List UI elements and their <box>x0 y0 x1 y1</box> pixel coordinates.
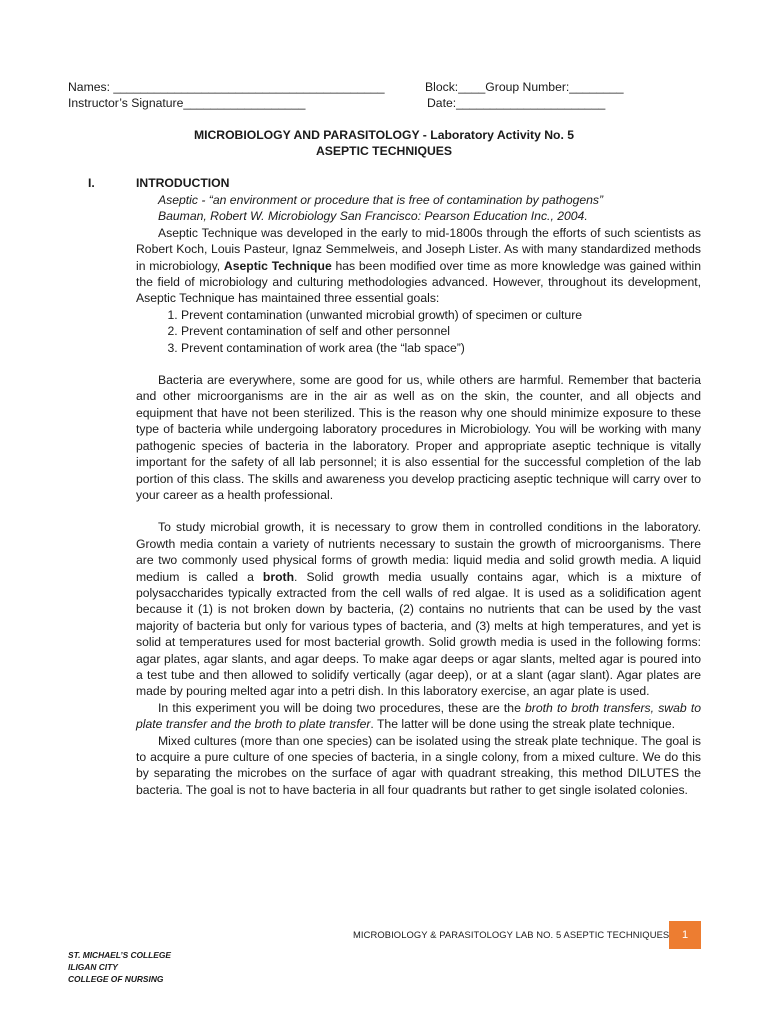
aseptic-definition: Aseptic - “an environment or procedure that is free of contamination by pathogens” <box>158 193 604 207</box>
paragraph-4: In this experiment you will be doing two procedures, these are the broth to broth transfers, swab to plate transfer and the broth to plate transfer. The latter will be done using the streak plate technique. <box>136 700 701 732</box>
activity-subtitle: ASEPTIC TECHNIQUES <box>315 144 453 158</box>
signature-line: Instructor’s Signature__________________ <box>68 96 306 110</box>
school-city: ILIGAN CITY <box>68 962 118 972</box>
paragraph-1: Aseptic Technique was developed in the early to mid-1800s through the efforts of such scientists as Robert Koch, Louis Pasteur, Ignaz Semmelweis, and Joseph Lister. As with many standardized methods in microbiology, Aseptic Technique has been modified over time as more knowledge was gained within the field of microbiology and culturing methodologies advanced. However, throughout its development, Aseptic Technique has maintained three essential goals: <box>136 225 701 306</box>
section-body <box>136 192 701 798</box>
list-item: 2. Prevent contamination of self and other personnel <box>181 323 701 339</box>
paragraph-5: Mixed cultures (more than one species) can be isolated using the streak plate technique. The goal is to acquire a pure culture of one species of bacteria, in a single colony, from a mixed culture. We do this by separating the microbes on the surface of agar with quadrant streaking, this method DILUTES the bacteria. The goal is not to have bacteria in all four quadrants but rather to get single isolated colonies. <box>136 733 701 797</box>
activity-title: MICROBIOLOGY AND PARASITOLOGY - Laboratory Activity No. 5 <box>193 128 575 142</box>
section-number: I. <box>88 176 95 190</box>
school-name: ST. MICHAEL’S COLLEGE <box>68 950 171 960</box>
goals-list <box>136 307 701 356</box>
date-line: Date:______________________ <box>427 96 606 110</box>
page-number: 1 <box>669 921 701 949</box>
paragraph-3: To study microbial growth, it is necessary to grow them in controlled conditions in the laboratory. Growth media contain a variety of nutrients necessary to sustain the growth of microorganisms. There are two commonly used physical forms of growth media: liquid media and solid growth media. A liquid medium is called a broth. Solid growth media usually contains agar, which is a mixture of polysaccharides typically extracted from the cell walls of red algae. It is used as a solidification agent because it (1) is not broken down by bacteria, (2) contains no nutrients that can be used by the vast majority of bacteria but only for various types of bacteria, and (3) melts at high temperatures, and yet is solid at temperatures used for most bacterial growth. Solid growth media is used in the following forms: agar plates, agar slants, and agar deeps. To make agar deeps or agar slants, melted agar is poured into a test tube and then allowed to solidify vertically (agar deep), or at a slant (agar slant). Agar plates are made by pouring melted agar into a petri dish. In this laboratory exercise, an agar plate is used. <box>136 520 701 699</box>
section-heading: INTRODUCTION <box>136 176 230 190</box>
paragraph-2: Bacteria are everywhere, some are good for us, while others are harmful. Remember that bacteria and other microorganisms are in the air as well as on the skin, the counter, and all objects and equipment that have not been sterilized. This is the reason why one should minimize exposure to these type of bacteria while undergoing laboratory procedures in Microbiology. You will be working with many pathogenic species of bacteria in the laboratory. Proper and appropriate aseptic technique is vitally important for the safety of all lab personnel; it is also essential for the successful completion of the lab portion of this class. The skills and awareness you develop practicing aseptic technique will carry over to your career as a health professional. <box>136 373 701 502</box>
block-group-line: Block:____Group Number:________ <box>425 80 624 94</box>
list-item: 1. Prevent contamination (unwanted microbial growth) of specimen or culture <box>181 307 701 323</box>
running-footer: MICROBIOLOGY & PARASITOLOGY LAB NO. 5 ASEPTIC TECHNIQUES <box>353 929 670 940</box>
names-line: Names: ________________________________________ <box>68 80 385 94</box>
citation: Bauman, Robert W. Microbiology San Francisco: Pearson Education Inc., 2004. <box>158 209 588 224</box>
list-item: 3. Prevent contamination of work area (the “lab space”) <box>181 340 701 356</box>
school-college: COLLEGE OF NURSING <box>68 974 164 984</box>
